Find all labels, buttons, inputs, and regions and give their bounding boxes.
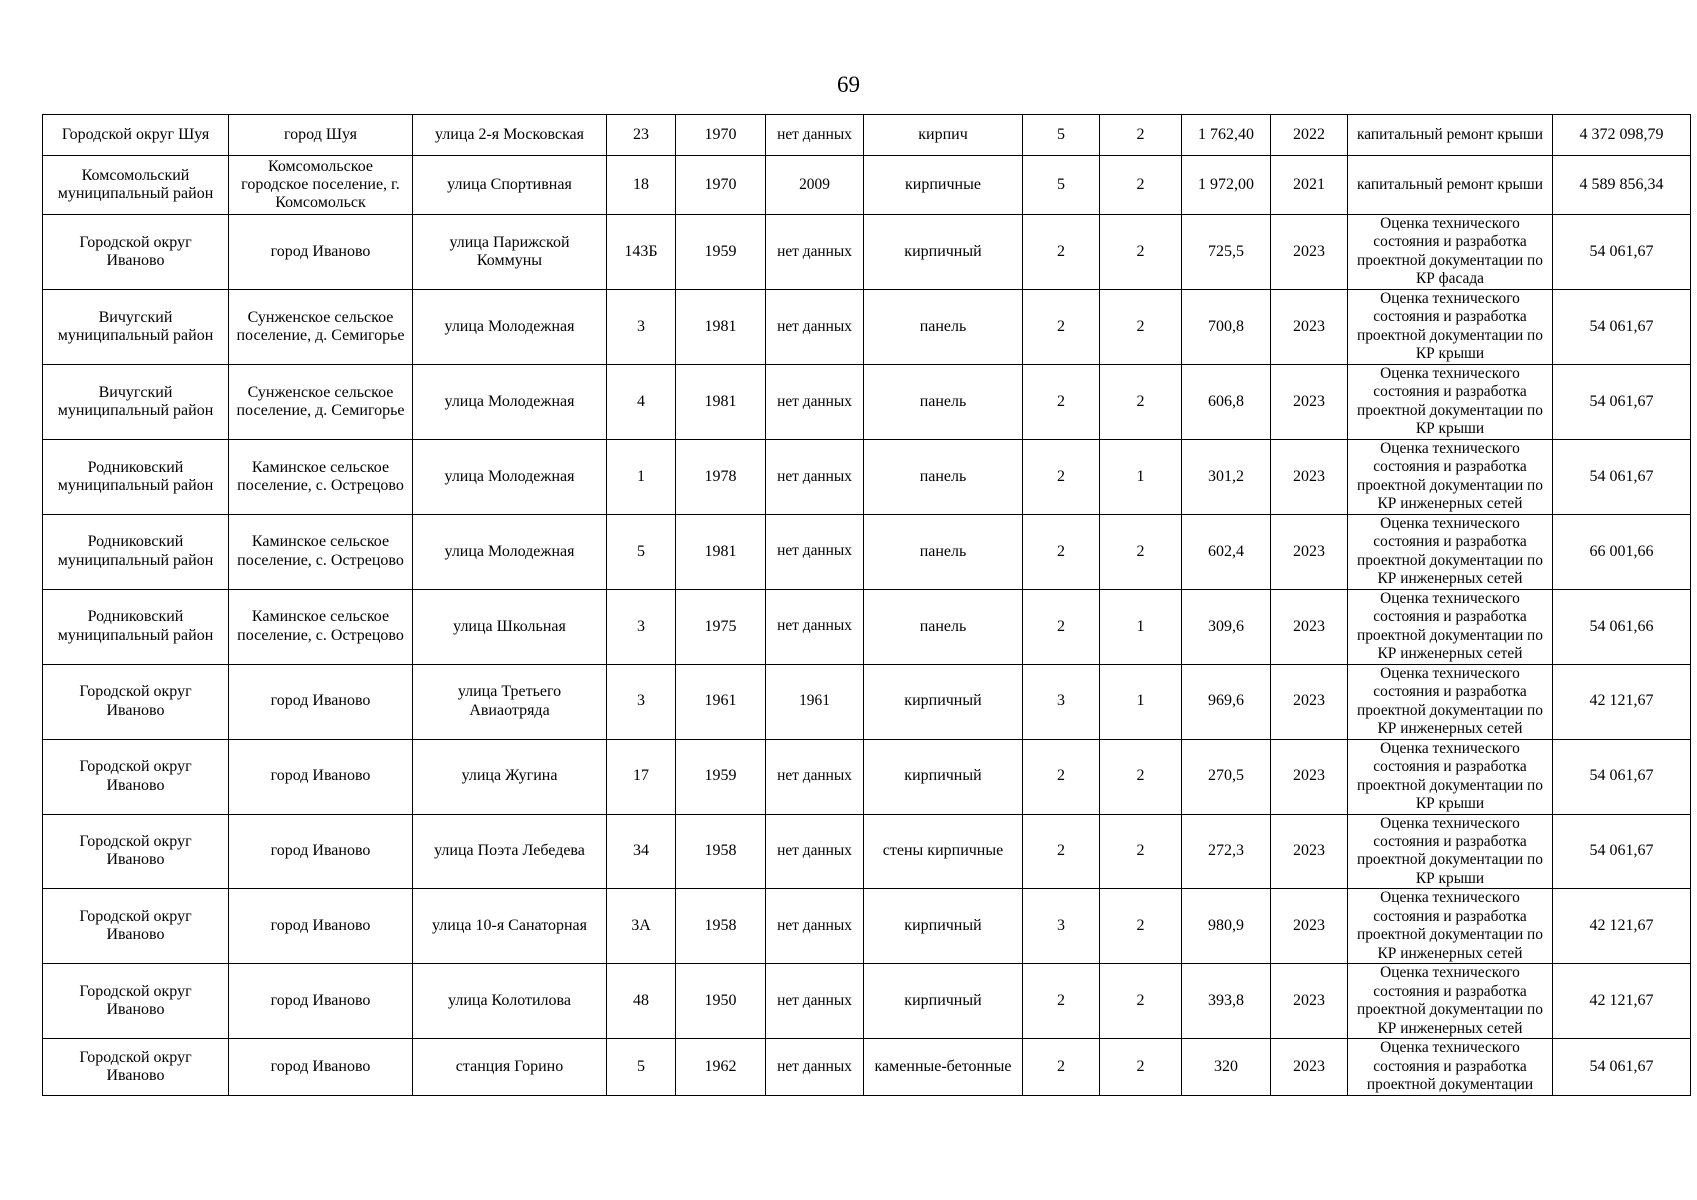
wall-material-cell: панель [864,289,1023,364]
cost-cell: 42 121,67 [1553,964,1691,1039]
work-type-cell: Оценка технического состояния и разработка проектной документации по КР фасада [1348,215,1553,290]
street-cell: улица Парижской Коммуны [413,215,607,290]
entrances-cell: 2 [1100,889,1182,964]
work-type-cell: Оценка технического состояния и разработка проектной документации по КР инженерных сетей [1348,964,1553,1039]
year-built-cell: 1981 [676,514,766,589]
work-type-cell: Оценка технического состояния и разработка проектной документации [1348,1039,1553,1095]
cost-cell: 54 061,67 [1553,814,1691,889]
entrances-cell: 2 [1100,514,1182,589]
cost-cell: 54 061,67 [1553,215,1691,290]
wall-material-cell: панель [864,364,1023,439]
cost-cell: 54 061,67 [1553,1039,1691,1095]
year-built-cell: 1981 [676,364,766,439]
floors-cell: 2 [1023,589,1100,664]
settlement-cell: Сунженское сельское поселение, д. Семигорье [229,364,413,439]
cost-cell: 66 001,66 [1553,514,1691,589]
street-cell: улица Спортивная [413,156,607,215]
reconstruction-year-cell: нет данных [766,514,864,589]
area-cell: 725,5 [1182,215,1271,290]
work-year-cell: 2023 [1271,589,1348,664]
work-year-cell: 2023 [1271,664,1348,739]
work-type-cell: Оценка технического состояния и разработка проектной документации по КР крыши [1348,814,1553,889]
wall-material-cell: стены кирпичные [864,814,1023,889]
entrances-cell: 2 [1100,964,1182,1039]
entrances-cell: 2 [1100,739,1182,814]
work-year-cell: 2023 [1271,439,1348,514]
cost-cell: 4 589 856,34 [1553,156,1691,215]
street-cell: улица Поэта Лебедева [413,814,607,889]
reconstruction-year-cell: нет данных [766,1039,864,1095]
district-cell: Городской округ Шуя [43,115,229,156]
wall-material-cell: кирпичные [864,156,1023,215]
table-row [43,964,1691,1039]
street-cell: станция Горино [413,1039,607,1095]
area-cell: 301,2 [1182,439,1271,514]
district-cell: Родниковский муниципальный район [43,589,229,664]
reconstruction-year-cell: нет данных [766,889,864,964]
year-built-cell: 1981 [676,289,766,364]
reconstruction-year-cell: нет данных [766,964,864,1039]
work-year-cell: 2023 [1271,889,1348,964]
area-cell: 980,9 [1182,889,1271,964]
street-cell: улица Молодежная [413,364,607,439]
work-year-cell: 2023 [1271,1039,1348,1095]
table-row [43,364,1691,439]
street-cell: улица Молодежная [413,439,607,514]
floors-cell: 3 [1023,889,1100,964]
settlement-cell: Сунженское сельское поселение, д. Семигорье [229,289,413,364]
floors-cell: 5 [1023,156,1100,215]
entrances-cell: 2 [1100,156,1182,215]
district-cell: Городской округ Иваново [43,739,229,814]
work-year-cell: 2023 [1271,739,1348,814]
year-built-cell: 1978 [676,439,766,514]
year-built-cell: 1959 [676,739,766,814]
reconstruction-year-cell: 2009 [766,156,864,215]
district-cell: Городской округ Иваново [43,1039,229,1095]
settlement-cell: город Шуя [229,115,413,156]
work-year-cell: 2021 [1271,156,1348,215]
settlement-cell: город Иваново [229,889,413,964]
cost-cell: 42 121,67 [1553,664,1691,739]
year-built-cell: 1950 [676,964,766,1039]
floors-cell: 5 [1023,115,1100,156]
wall-material-cell: панель [864,514,1023,589]
year-built-cell: 1961 [676,664,766,739]
table-row [43,115,1691,156]
street-cell: улица 2-я Московская [413,115,607,156]
floors-cell: 2 [1023,439,1100,514]
table-row [43,739,1691,814]
page-number: 69 [837,72,860,97]
settlement-cell: Комсомольское городское поселение, г. Комсомольск [229,156,413,215]
work-year-cell: 2023 [1271,514,1348,589]
year-built-cell: 1959 [676,215,766,290]
table-row [43,439,1691,514]
wall-material-cell: кирпичный [864,664,1023,739]
floors-cell: 3 [1023,664,1100,739]
wall-material-cell: кирпичный [864,215,1023,290]
wall-material-cell: кирпичный [864,964,1023,1039]
table-row [43,889,1691,964]
settlement-cell: Каминское сельское поселение, с. Острецово [229,439,413,514]
cost-cell: 54 061,67 [1553,364,1691,439]
house-number-cell: 48 [607,964,676,1039]
wall-material-cell: кирпичный [864,889,1023,964]
entrances-cell: 2 [1100,814,1182,889]
wall-material-cell: кирпичный [864,739,1023,814]
work-type-cell: Оценка технического состояния и разработка проектной документации по КР крыши [1348,289,1553,364]
work-year-cell: 2023 [1271,964,1348,1039]
street-cell: улица Молодежная [413,289,607,364]
work-type-cell: Оценка технического состояния и разработка проектной документации по КР инженерных сетей [1348,514,1553,589]
work-type-cell: капитальный ремонт крыши [1348,115,1553,156]
work-year-cell: 2023 [1271,364,1348,439]
year-built-cell: 1970 [676,156,766,215]
house-number-cell: 3 [607,289,676,364]
house-number-cell: 3 [607,664,676,739]
wall-material-cell: кирпич [864,115,1023,156]
work-type-cell: Оценка технического состояния и разработка проектной документации по КР инженерных сетей [1348,889,1553,964]
work-type-cell: капитальный ремонт крыши [1348,156,1553,215]
house-number-cell: 3 [607,589,676,664]
table-row [43,814,1691,889]
wall-material-cell: панель [864,439,1023,514]
floors-cell: 2 [1023,364,1100,439]
year-built-cell: 1970 [676,115,766,156]
district-cell: Городской округ Иваново [43,964,229,1039]
settlement-cell: город Иваново [229,964,413,1039]
reconstruction-year-cell: нет данных [766,115,864,156]
floors-cell: 2 [1023,289,1100,364]
area-cell: 602,4 [1182,514,1271,589]
area-cell: 320 [1182,1039,1271,1095]
cost-cell: 54 061,66 [1553,589,1691,664]
table-row [43,289,1691,364]
table-body [43,115,1691,1096]
house-number-cell: 23 [607,115,676,156]
area-cell: 309,6 [1182,589,1271,664]
table-row [43,156,1691,215]
area-cell: 1 972,00 [1182,156,1271,215]
work-year-cell: 2023 [1271,814,1348,889]
floors-cell: 2 [1023,814,1100,889]
reconstruction-year-cell: нет данных [766,739,864,814]
district-cell: Родниковский муниципальный район [43,514,229,589]
cost-cell: 4 372 098,79 [1553,115,1691,156]
area-cell: 1 762,40 [1182,115,1271,156]
district-cell: Комсомольский муниципальный район [43,156,229,215]
floors-cell: 2 [1023,739,1100,814]
table-row [43,514,1691,589]
work-type-cell: Оценка технического состояния и разработка проектной документации по КР инженерных сетей [1348,439,1553,514]
street-cell: улица Колотилова [413,964,607,1039]
table-row [43,1039,1691,1095]
reconstruction-year-cell: нет данных [766,814,864,889]
reconstruction-year-cell: нет данных [766,589,864,664]
settlement-cell: город Иваново [229,215,413,290]
floors-cell: 2 [1023,964,1100,1039]
settlement-cell: город Иваново [229,739,413,814]
area-cell: 270,5 [1182,739,1271,814]
floors-cell: 2 [1023,1039,1100,1095]
cost-cell: 54 061,67 [1553,439,1691,514]
area-cell: 393,8 [1182,964,1271,1039]
entrances-cell: 2 [1100,364,1182,439]
district-cell: Городской округ Иваново [43,215,229,290]
area-cell: 969,6 [1182,664,1271,739]
house-number-cell: 17 [607,739,676,814]
entrances-cell: 2 [1100,289,1182,364]
reconstruction-year-cell: нет данных [766,215,864,290]
year-built-cell: 1962 [676,1039,766,1095]
settlement-cell: город Иваново [229,1039,413,1095]
street-cell: улица Третьего Авиаотряда [413,664,607,739]
cost-cell: 42 121,67 [1553,889,1691,964]
settlement-cell: Каминское сельское поселение, с. Острецово [229,589,413,664]
settlement-cell: город Иваново [229,664,413,739]
house-number-cell: 4 [607,364,676,439]
district-cell: Городской округ Иваново [43,889,229,964]
table-row [43,664,1691,739]
entrances-cell: 2 [1100,115,1182,156]
district-cell: Вичугский муниципальный район [43,364,229,439]
district-cell: Городской округ Иваново [43,814,229,889]
area-cell: 272,3 [1182,814,1271,889]
housing-registry-table [42,114,1691,1096]
work-year-cell: 2023 [1271,215,1348,290]
work-type-cell: Оценка технического состояния и разработка проектной документации по КР инженерных сетей [1348,664,1553,739]
work-year-cell: 2023 [1271,289,1348,364]
street-cell: улица Молодежная [413,514,607,589]
work-year-cell: 2022 [1271,115,1348,156]
work-type-cell: Оценка технического состояния и разработка проектной документации по КР крыши [1348,364,1553,439]
reconstruction-year-cell: нет данных [766,439,864,514]
work-type-cell: Оценка технического состояния и разработка проектной документации по КР инженерных сетей [1348,589,1553,664]
street-cell: улица 10-я Санаторная [413,889,607,964]
year-built-cell: 1975 [676,589,766,664]
work-type-cell: Оценка технического состояния и разработка проектной документации по КР крыши [1348,739,1553,814]
house-number-cell: 143Б [607,215,676,290]
house-number-cell: 5 [607,1039,676,1095]
entrances-cell: 2 [1100,1039,1182,1095]
district-cell: Вичугский муниципальный район [43,289,229,364]
year-built-cell: 1958 [676,814,766,889]
entrances-cell: 1 [1100,664,1182,739]
area-cell: 606,8 [1182,364,1271,439]
district-cell: Городской округ Иваново [43,664,229,739]
wall-material-cell: каменные-бетонные [864,1039,1023,1095]
house-number-cell: 18 [607,156,676,215]
house-number-cell: 5 [607,514,676,589]
house-number-cell: 1 [607,439,676,514]
street-cell: улица Школьная [413,589,607,664]
table-row [43,589,1691,664]
district-cell: Родниковский муниципальный район [43,439,229,514]
reconstruction-year-cell: нет данных [766,289,864,364]
house-number-cell: 34 [607,814,676,889]
reconstruction-year-cell: 1961 [766,664,864,739]
settlement-cell: город Иваново [229,814,413,889]
cost-cell: 54 061,67 [1553,289,1691,364]
entrances-cell: 1 [1100,439,1182,514]
cost-cell: 54 061,67 [1553,739,1691,814]
floors-cell: 2 [1023,514,1100,589]
settlement-cell: Каминское сельское поселение, с. Острецово [229,514,413,589]
entrances-cell: 1 [1100,589,1182,664]
street-cell: улица Жугина [413,739,607,814]
wall-material-cell: панель [864,589,1023,664]
house-number-cell: 3А [607,889,676,964]
year-built-cell: 1958 [676,889,766,964]
table-row [43,215,1691,290]
area-cell: 700,8 [1182,289,1271,364]
floors-cell: 2 [1023,215,1100,290]
reconstruction-year-cell: нет данных [766,364,864,439]
entrances-cell: 2 [1100,215,1182,290]
